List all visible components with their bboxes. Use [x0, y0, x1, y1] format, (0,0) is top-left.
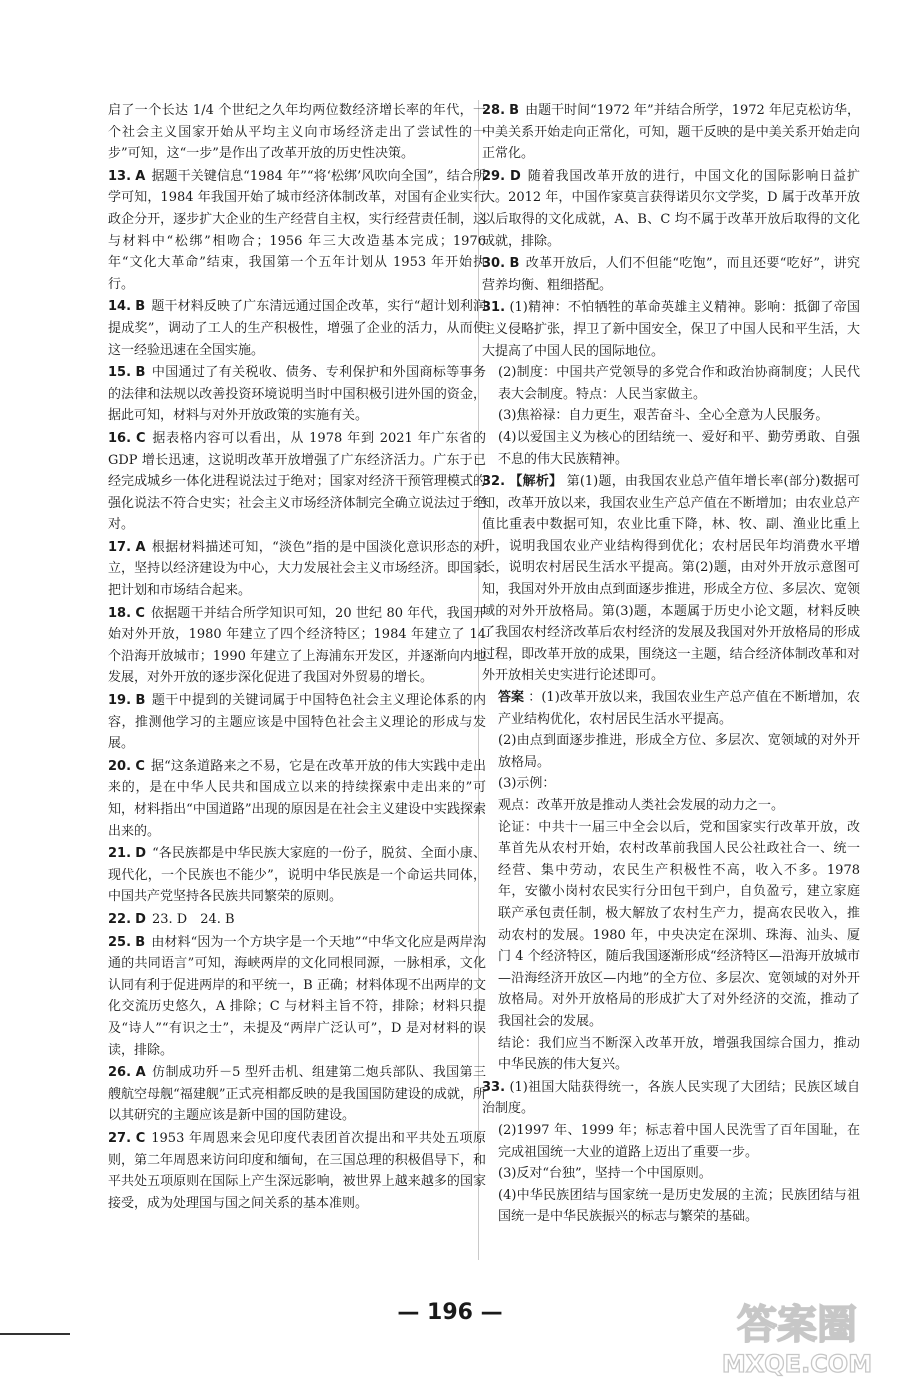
question-number: 26.: [108, 1065, 132, 1081]
answer-line: 观点：改革开放是推动人类社会发展的动力之一。: [498, 798, 785, 813]
question-number: 33.: [482, 1079, 506, 1095]
question-number: 17.: [108, 539, 132, 555]
answer-item: [108, 756, 486, 842]
answer-letter: A: [135, 539, 146, 555]
answer-letter: B: [135, 365, 146, 381]
answer-tag: 答案: [498, 690, 525, 706]
question-number: 16.: [108, 430, 132, 446]
answer-item: [108, 296, 486, 361]
answer-item: [482, 100, 860, 165]
question-number: 22.: [108, 911, 132, 927]
watermark-logo: [712, 1286, 882, 1382]
answer-letter: D: [135, 846, 147, 862]
question-33: [482, 1077, 860, 1228]
left-column: [108, 100, 486, 1215]
question-number: 13.: [108, 168, 132, 184]
answer-line: (1)精神：不怕牺牲的革命英雄主义精神。影响：抵御了帝国主义侵略扩张，捍卫了新中国安全，保卫了中国人民和平生活，大大提高了中国人民的国际地位。: [482, 300, 860, 359]
explanation-text: 据题干关键信息“1984 年”“将‘松绑’风吹向全国”，结合所学可知，1984 年我国开始了城市经济体制改革，对国有企业实行政企分开，逐步扩大企业的生产经营自主权，实行经营责任制，这与材料中“松绑”相吻合；1956 年三大改造基本完成；1976 年“文化大革命”结束，我国第一个五年计划从 1953 年开始执行。: [108, 168, 486, 292]
right-answer-list: [482, 100, 860, 296]
explanation-text: 仿制成功歼－5 型歼击机、组建第二炮兵部队、我国第三艘航空母舰“福建舰”正式亮相都反映的是我国国防建设的成就，所以其研究的主题应该是新中国的国防建设。: [108, 1065, 486, 1124]
explanation-text: 由材料“因为一个方块字是一个天地”“中华文化应是两岸沟通的共同语言”可知，海峡两岸的文化同根同源，一脉相承，文化认同有利于促进两岸的和平统一，B 正确；材料体现不出两岸的文化交流历史悠久，A 排除；C 与材料主旨不符，排除；材料只提及“诗人”“有识之士”，未提及“两岸广泛认可”，D 是对材料的误读，排除。: [108, 934, 486, 1058]
answer-line: (3)焦裕禄：自力更生，艰苦奋斗、全心全意为人民服务。: [498, 408, 829, 424]
answer-line: 论证：中共十一届三中全会以后，党和国家实行改革开放，改革首先从农村开始，农村改革前我国人民公社政社合一、统一经营、集中劳动，农民生产积极性不高，收入不多。1978 年，安徽小岗村农民实行分田包干到户，自负盈亏，建立家庭联产承包责任制，极大解放了农村生产力，提高农民收入，推动农村的发展。1980 年，中央决定在深圳、珠海、汕头、厦门 4 个经济特区，随后我国逐渐形成“经济特区—沿海开放城市—沿海经济开放区—内地”的全方位、多层次、宽领域的对外开放格局。对外开放格局的形成扩大了对外经济的交流，推动了我国社会的发展。: [498, 819, 860, 1029]
intro-text: 启了一个长达 1/4 个世纪之久年均两位数经济增长率的年代，一个社会主义国家开始从平均主义向市场经济走出了尝试性的一步”可知，这“一步”是作出了改革开放的历史性决策。: [108, 103, 486, 162]
explanation-text: 据“这条道路来之不易，它是在改革开放的伟大实践中走出来的，是在中华人民共和国成立以来的持续探索中走出来的”可知，材料指出“中国道路”出现的原因是在社会主义建设中实践探索出来的。: [108, 758, 486, 839]
question-number: 25.: [108, 934, 132, 950]
question-number: 32.: [482, 474, 506, 490]
question-32: [482, 471, 860, 1076]
analysis-text: 第(1)题，由我国农业总产值年增长率(部分)数据可知，改革开放以来，我国农业生产总产值在不断增加；由农业总产值比重表中数据可知，农业比重下降，林、牧、副、渔业比重上升，说明我国农业产业结构得到优化；农村居民年均消费水平增长，说明农村居民生活水平提高。第(2)题，由对外开放示意图可知，我国对外开放由点到面逐步推进，形成全方位、多层次、宽领域的对外开放格局。第(3)题，本题属于历史小论文题，材料反映了我国农村经济改革后农村经济的发展及我国对外开放格局的形成过程，即改革开放的成果，围绕这一主题，结合经济体制改革和对外开放相关史实进行论述即可。: [482, 474, 860, 684]
answer-item: [108, 932, 486, 1062]
intro-paragraph: [108, 100, 486, 165]
answer-line: (3)反对“台独”，坚持一个中国原则。: [498, 1166, 712, 1182]
answer-line: (2)由点到面逐步推进，形成全方位、多层次、宽领域的对外开放格局。: [498, 733, 860, 770]
answer-item: [108, 428, 486, 536]
answer-line: (1)祖国大陆获得统一，各族人民实现了大团结；民族区域自治制度。: [482, 1079, 860, 1117]
explanation-text: 随着我国改革开放的进行，中国文化的国际影响日益扩大。2012 年，中国作家莫言获得诺贝尔文学奖，D 属于改革开放以后取得的文化成就，A、B、C 均不属于改革开放后取得的文化成就，排除。: [482, 168, 860, 249]
answer-item: [108, 537, 486, 602]
question-number: 18.: [108, 605, 132, 621]
answer-letter: B: [135, 299, 146, 315]
answer-letter: B: [135, 693, 146, 709]
right-column: [482, 100, 860, 1229]
question-number: 29.: [482, 168, 506, 184]
answer-letter: B: [509, 256, 520, 272]
question-number: 31.: [482, 300, 506, 316]
question-number: 28.: [482, 103, 506, 118]
answer-letter: B: [135, 934, 146, 950]
answer-line: 结论：我们应当不断深入改革开放，增强我国综合国力，推动中华民族的伟大复兴。: [498, 1035, 860, 1073]
answer-item: [482, 253, 860, 296]
answer-line: (2)制度：中国共产党领导的多党合作和政治协商制度；人民代表大会制度。特点：人民当家做主。: [498, 365, 860, 402]
explanation-text: 题干中提到的关键词属于中国特色社会主义理论体系的内容，推测他学习的主题应该是中国特色社会主义理论的形成与发展。: [108, 693, 486, 752]
answer-letter: B: [509, 103, 520, 118]
answer-line: (2)1997 年、1999 年；标志着中国人民洗雪了百年国耻，在完成祖国统一大业的道路上迈出了重要一步。: [498, 1122, 860, 1160]
explanation-text: 23. D 24. B: [151, 911, 235, 927]
answer-block: [482, 687, 860, 730]
explanation-text: 由题干时间“1972 年”并结合所学，1972 年尼克松访华，中美关系开始走向正常化，可知，题干反映的是中美关系开始走向正常化。: [482, 103, 860, 162]
answer-item: [108, 1128, 486, 1214]
question-number: 27.: [108, 1130, 132, 1146]
explanation-text: 1953 年周恩来会见印度代表团首次提出和平共处五项原则，第二年周恩来访问印度和缅甸，在三国总理的积极倡导下，和平共处五项原则在国际上产生深远影响，被世界上越来越多的国家接受，成为处理国与国之间关系的基本准则。: [108, 1130, 487, 1211]
question-number: 14.: [108, 299, 132, 315]
answer-item: [108, 362, 486, 427]
question-number: 21.: [108, 846, 132, 862]
answer-letter: A: [135, 168, 146, 184]
answer-letter: C: [135, 1130, 146, 1146]
question-number: 19.: [108, 693, 132, 709]
answer-item: [108, 909, 486, 931]
answer-letter: A: [135, 1065, 146, 1081]
answer-line: (4)以爱国主义为核心的团结统一、爱好和平、勤劳勇敢、自强不息的伟大民族精神。: [498, 429, 860, 467]
answer-line: (4)中华民族团结与国家统一是历史发展的主流；民族团结与祖国统一是中华民族振兴的标志与繁荣的基础。: [498, 1187, 860, 1225]
question-number: 20.: [108, 758, 132, 774]
answer-item: [108, 166, 486, 296]
answer-item: [108, 843, 486, 908]
explanation-text: “各民族都是中华民族大家庭的一份子，脱贫、全面小康、现代化，一个民族也不能少”，说明中华民族是一个命运共同体，中国共产党坚持各民族共同繁荣的原则。: [108, 846, 486, 905]
answer-item: [108, 690, 486, 755]
answer-item: [482, 166, 860, 252]
answer-letter: D: [135, 911, 146, 927]
answer-letter: C: [135, 758, 145, 774]
explanation-text: 改革开放后，人们不但能“吃饱”，而且还要“吃好”，讲究营养均衡、粗细搭配。: [482, 256, 860, 293]
answer-line: ：(1)改革开放以来，我国农业生产总产值在不断增加，农产业结构优化，农村居民生活水平提高。: [498, 690, 860, 727]
answer-line: (3)示例：: [498, 776, 556, 792]
page-number: — 196 —: [397, 1300, 503, 1325]
answer-item: [108, 603, 486, 689]
bottom-rule: [0, 1333, 70, 1335]
explanation-text: 题干材料反映了广东清远通过国企改革，实行“超计划利润提成奖”，调动了工人的生产积极性，增强了企业的活力，从而使这一经验迅速在全国实施。: [108, 299, 486, 358]
question-number: 30.: [482, 256, 506, 272]
explanation-text: 依据题干并结合所学知识可知，20 世纪 80 年代，我国开始对外开放，1980 年建立了四个经济特区；1984 年建立了 14 个沿海开放城市；1990 年建立了上海浦东开发区，并逐渐向内地发展，对外开放的逐步深化促进了我国对外贸易的增长。: [108, 605, 486, 686]
svg-text:MXQE.COM: MXQE.COM: [721, 1350, 873, 1378]
analysis-tag: 【解析】: [509, 474, 563, 490]
question-31: [482, 297, 860, 470]
answer-letter: C: [135, 605, 145, 621]
explanation-text: 据表格内容可以看出，从 1978 年到 2021 年广东省的 GDP 增长迅速，这说明改革开放增强了广东经济活力。广东于已经完成城乡一体化进程说法过于绝对；国家对经济干预管理模式的强化说法不符合史实；社会主义市场经济体制完全确立说法过于绝对。: [108, 430, 486, 533]
answer-letter: D: [510, 168, 521, 184]
explanation-text: 中国通过了有关税收、债务、专利保护和外国商标等事务的法律和法规以改善投资环境说明当时中国积极引进外国的资金，据此可知，材料与对外开放政策的实施有关。: [108, 365, 486, 424]
left-answer-list: [108, 166, 486, 1215]
question-number: 15.: [108, 365, 132, 381]
explanation-text: 根据材料描述可知，“淡色”指的是中国淡化意识形态的对立，坚持以经济建设为中心，大力发展社会主义市场经济。即国家把计划和市场结合起来。: [108, 539, 486, 599]
answer-letter: C: [135, 430, 146, 446]
svg-text:答案圈: 答案圈: [737, 1302, 857, 1348]
answer-item: [108, 1062, 486, 1127]
